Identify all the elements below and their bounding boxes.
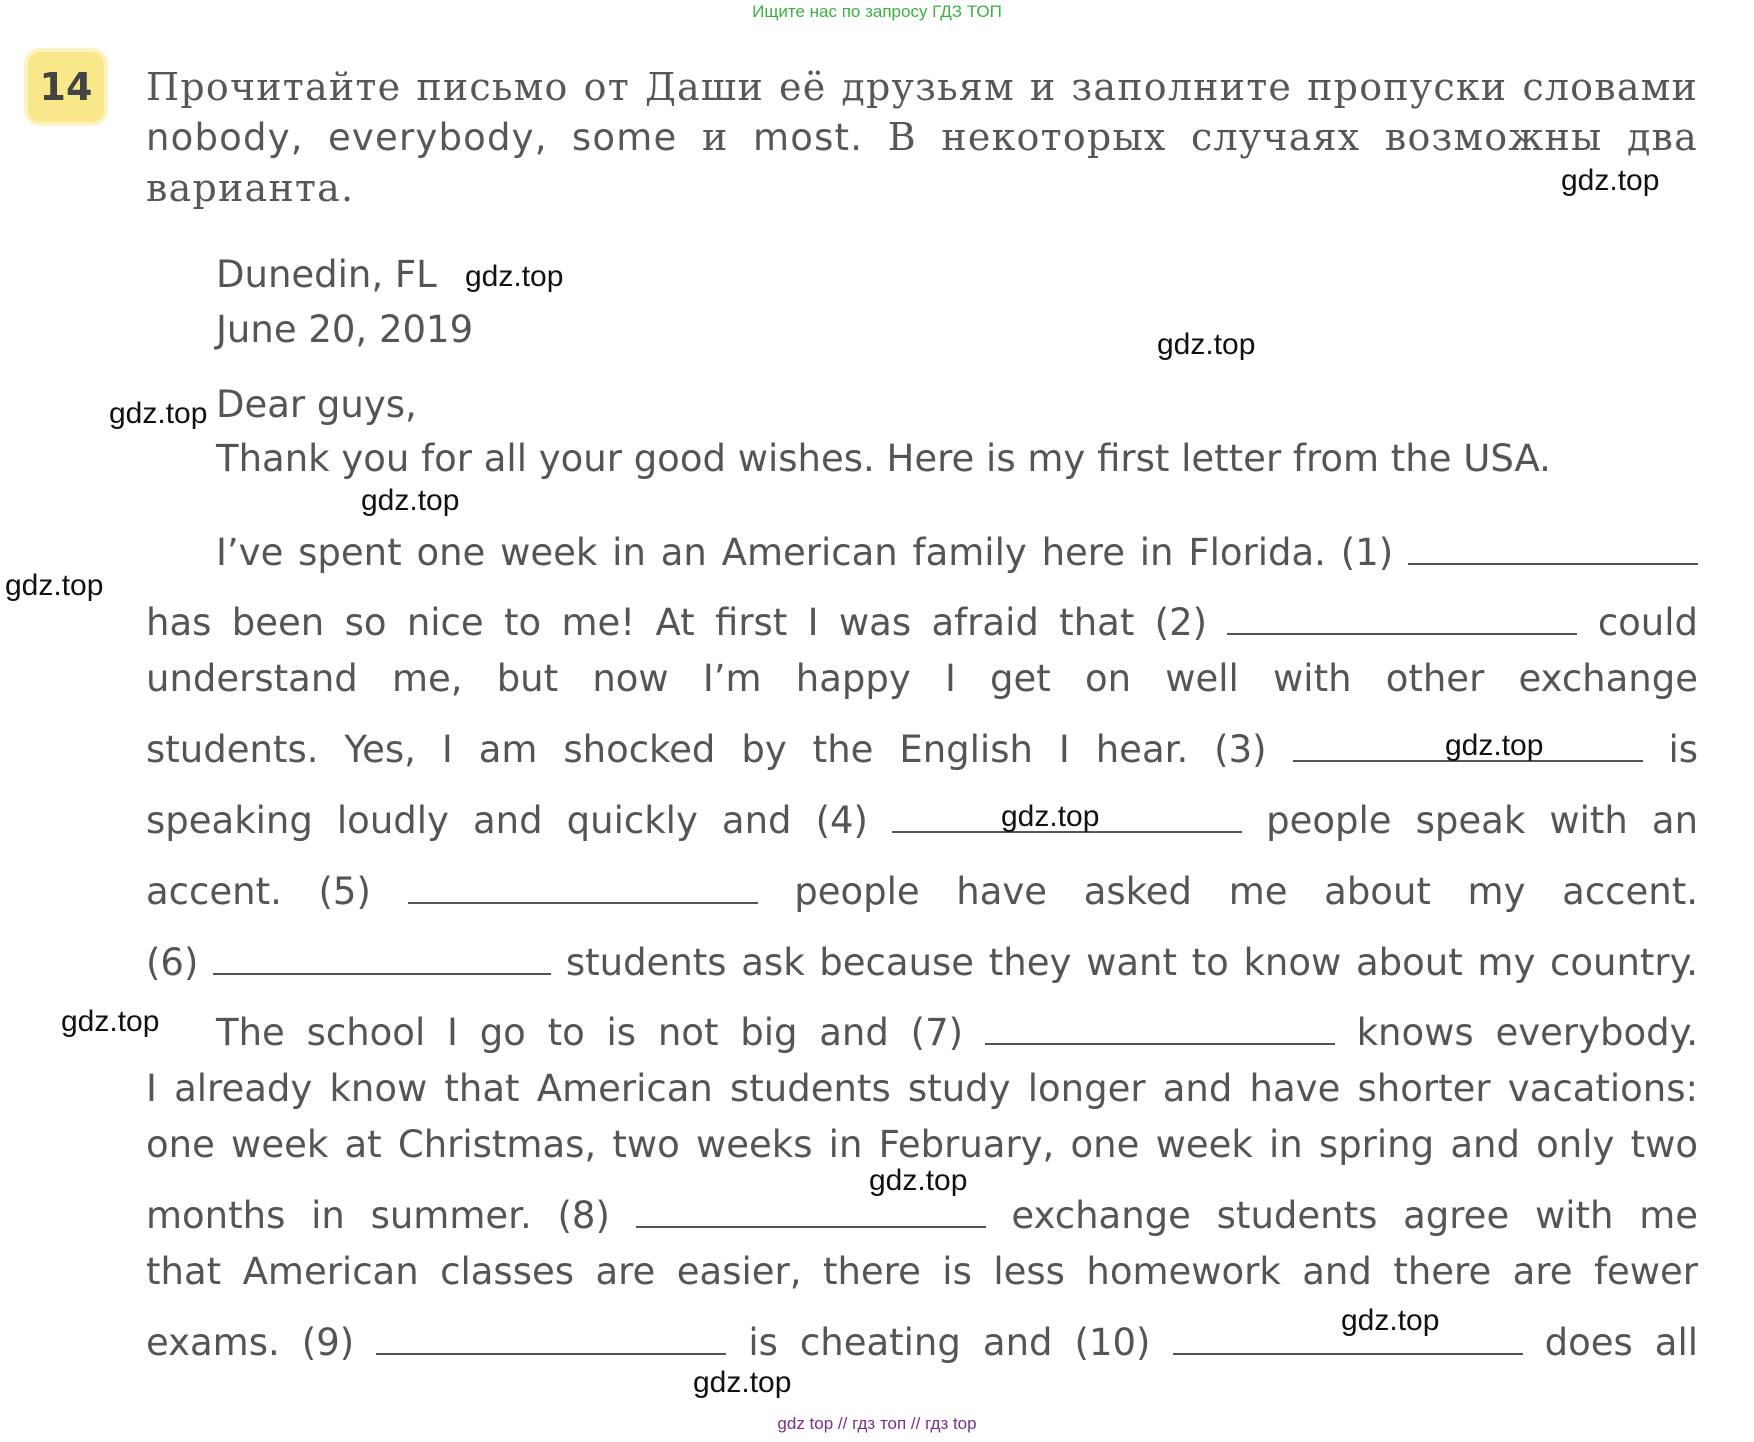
task-text-ru-2: В некоторых случаях возможны два варианта. — [146, 115, 1698, 210]
letter-text: is cheating and (10) — [748, 1321, 1151, 1364]
watermark: gdz.top — [1001, 800, 1100, 833]
letter-line-2 — [216, 528, 1698, 578]
letter-text: I’ve spent one week in an American family here in Florida. (1) — [216, 531, 1394, 574]
letter-text: is — [1668, 728, 1699, 771]
task-number-badge: 14 — [28, 52, 104, 122]
letter-line-4: understand me, but now I’m happy I get on well with other exchange — [146, 657, 1698, 700]
watermark: gdz.top — [1561, 164, 1660, 197]
letter-line-8 — [146, 938, 1698, 988]
answer-blank-1[interactable] — [1408, 529, 1698, 565]
watermark: gdz.top — [1157, 328, 1256, 361]
watermark: gdz.top — [1445, 729, 1544, 762]
letter-line-6 — [146, 796, 1698, 846]
letter-line-12 — [146, 1191, 1698, 1241]
letter-place: Dunedin, FL — [216, 253, 437, 296]
letter-line-10: I already know that American students study longer and have shorter vacations: — [146, 1067, 1698, 1110]
letter-text: students ask because they want to know about my country. — [565, 941, 1699, 984]
bottom-banner: gdz top // гдз топ // гдз top — [777, 1414, 977, 1433]
letter-text: (6) — [146, 941, 199, 984]
watermark: gdz.top — [465, 260, 564, 293]
letter-text: speaking loudly and quickly and (4) — [146, 799, 868, 842]
letter-line-1: Thank you for all your good wishes. Here is my first letter from the USA. — [216, 437, 1551, 480]
answer-blank-2[interactable] — [1227, 599, 1577, 635]
answer-blank-6[interactable] — [213, 939, 551, 975]
top-banner: Ищите нас по запросу ГДЗ ТОП — [752, 2, 1002, 21]
letter-text: exams. (9) — [146, 1321, 355, 1364]
letter-date: June 20, 2019 — [216, 308, 474, 351]
letter-text: months in summer. (8) — [146, 1194, 610, 1237]
answer-blank-5[interactable] — [408, 868, 758, 904]
letter-text: has been so nice to me! At first I was afraid that (2) — [146, 601, 1208, 644]
watermark: gdz.top — [361, 484, 460, 517]
letter-greeting: Dear guys, — [216, 383, 417, 426]
letter-text: exchange students agree with me — [1011, 1194, 1698, 1237]
letter-text: could — [1597, 601, 1699, 644]
letter-text: people speak with an — [1266, 799, 1699, 842]
task-text-en-words: nobody, everybody, some — [146, 116, 678, 159]
answer-blank-9[interactable] — [376, 1319, 726, 1355]
letter-text: students. Yes, I am shocked by the English I hear. (3) — [146, 728, 1267, 771]
letter-text: The school I go to is not big and (7) — [216, 1011, 964, 1054]
letter-line-7 — [146, 867, 1698, 917]
watermark: gdz.top — [61, 1005, 160, 1038]
task-instructions — [146, 62, 1698, 213]
letter-text: accent. (5) — [146, 870, 371, 913]
letter-line-14 — [146, 1318, 1698, 1368]
watermark: gdz.top — [109, 397, 208, 430]
watermark: gdz.top — [693, 1366, 792, 1399]
task-text-en-most: most. — [753, 116, 864, 159]
letter-text: does all — [1544, 1321, 1699, 1364]
answer-blank-7[interactable] — [985, 1009, 1335, 1045]
letter-text: knows everybody. — [1356, 1011, 1698, 1054]
letter-line-13: that American classes are easier, there is less homework and there are fewer — [146, 1250, 1698, 1293]
letter-text: people have asked me about my accent. — [794, 870, 1698, 913]
watermark: gdz.top — [5, 569, 104, 602]
task-text-ru-and: и — [677, 115, 753, 159]
task-text-ru-1: Прочитайте письмо от Даши её друзьям и заполните пропуски словами — [146, 65, 1698, 109]
letter-line-3 — [146, 598, 1698, 648]
letter-line-9 — [216, 1008, 1698, 1058]
watermark: gdz.top — [869, 1164, 968, 1197]
watermark: gdz.top — [1341, 1304, 1440, 1337]
letter-line-11: one week at Christmas, two weeks in February, one week in spring and only two — [146, 1123, 1698, 1166]
